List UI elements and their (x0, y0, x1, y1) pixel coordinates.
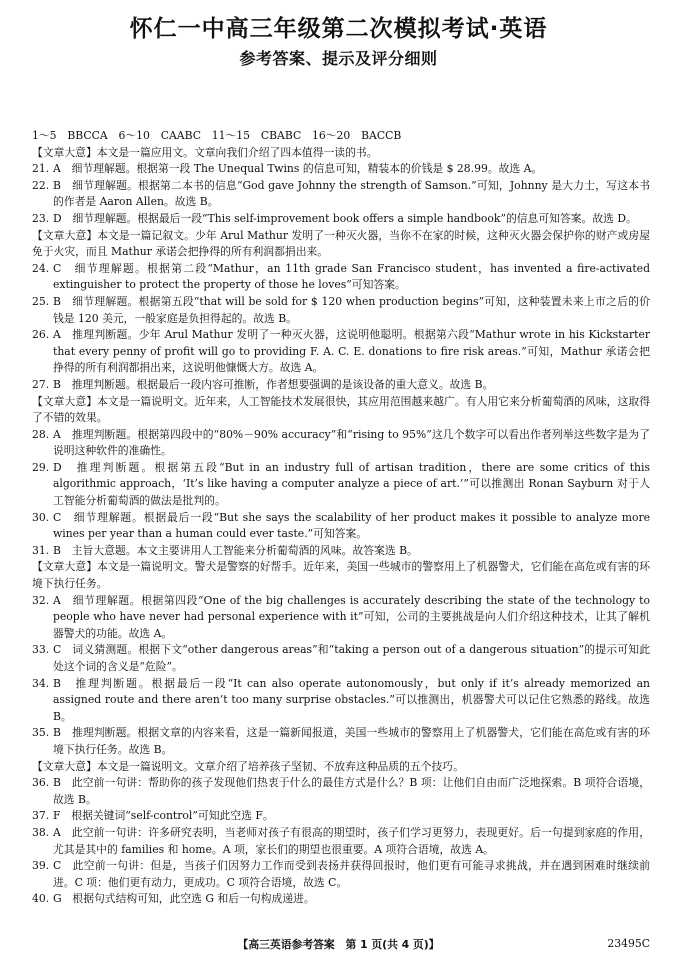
paper-code: 23495C (607, 937, 650, 950)
question-number: 29. (32, 460, 50, 474)
question-number: 27. (32, 377, 50, 391)
question-explanation (32, 676, 650, 726)
question-number: 36. (32, 776, 50, 790)
question-explanation (32, 858, 650, 891)
answer-content (32, 128, 650, 908)
question-explanation (32, 261, 650, 294)
question-number: 28. (32, 427, 50, 441)
explanation-text: C 细节理解题。根据第二段“Mathur，an 11th grade San Francisco student，has invented a fire-activated extinguisher to protect the property of those he loves”可知答案。 (53, 261, 650, 292)
explanation-text: B 推理判断题。根据文章的内容来看，这是一篇新闻报道，美国一些城市的警察用上了机器警犬，它们能在高危或有害的环境下执行任务。故选 B。 (53, 726, 650, 756)
explanation-text: A 推理判断题。根据第四段中的“80%－90% accuracy”和“rising to 95%”这几个数字可以看出作者列举这些数字是为了说明这种软件的准确性。 (53, 427, 650, 458)
question-explanation (32, 775, 650, 808)
question-explanation (32, 211, 650, 228)
explanation-text: C 此空前一句讲：但是，当孩子们因努力工作而受到表扬并获得回报时，他们更有可能寻求挑战，并在遇到困难时继续前进。C 项：他们更有动力，更成功。C 项符合语境，故选 C。 (53, 859, 650, 889)
explanation-text: C 细节理解题。根据最后一段“But she says the scalability of her product makes it possible to analyze more wines per year than a human could ever taste.”可知答案。 (53, 510, 650, 541)
explanation-text: A 细节理解题。根据第四段“One of the big challenges is accurately describing the state of the technology to people who have never had personal experience with it”可知，公司的主要挑战是向人们介绍这种技术，让其了解机器警犬的功能。故选 A。 (53, 593, 650, 640)
question-number: 30. (32, 510, 50, 524)
explanation-text: D 推理判断题。根据第五段“But in an industry full of artisan tradition，there are some critics of this algorithmic approach，‘It’s like having a computer analyze a piece of art.’”可以推测出 Ronan Sayburn 对于人工智能分析葡萄酒的做法是批判的。 (53, 460, 650, 508)
answer-key-line: 1～5 BBCCA 6～10 CAABC 11～15 CBABC 16～20 BACCB (32, 129, 402, 142)
question-number: 39. (32, 859, 50, 873)
question-explanation (32, 327, 650, 377)
question-explanation (32, 593, 650, 643)
question-explanation (32, 825, 650, 858)
explanation-text: B 推理判断题。根据最后一段“It can also operate autonomously，but only if it’s already memorized an assigned route and there aren’t too many surprise obstacles.”可以推测出，机器警犬可以记住它熟悉的路线。故选 B。 (53, 676, 650, 723)
question-explanation (32, 427, 650, 460)
question-explanation (32, 178, 650, 211)
question-number: 34. (32, 676, 50, 690)
page-title: 怀仁一中高三年级第二次模拟考试·英语 (129, 16, 548, 42)
question-number: 33. (32, 643, 50, 657)
question-explanation (32, 510, 650, 543)
question-explanation (32, 642, 650, 675)
question-explanation (32, 808, 650, 825)
question-number: 40. (32, 892, 50, 906)
passage-summary: 【文章大意】本文是一篇应用文。文章向我们介绍了四本值得一读的书。 (32, 145, 378, 159)
explanation-text: D 细节理解题。根据最后一段“This self-improvement book offers a simple handbook”的信息可知答案。故选 D。 (53, 211, 637, 225)
passage-summary: 【文章大意】本文是一篇说明文。警犬是警察的好帮手。近年来，美国一些城市的警察用上了机器警犬，它们能在高危或有害的环境下执行任务。 (32, 560, 650, 591)
explanation-text: C 词义猜测题。根据下文“other dangerous areas”和“taking a person out of a dangerous situation”的提示可知此处这个词的含义是“危险”。 (53, 643, 650, 673)
question-explanation (32, 543, 650, 560)
explanation-text: A 此空前一句讲：许多研究表明，当老师对孩子有很高的期望时，孩子们学习更努力，表现更好。后一句提到家庭的作用，尤其是其中的 families 和 home。A 项，家长们的期望也很重要。A 项符合语境，故选 A。 (53, 825, 650, 856)
question-explanation (32, 161, 650, 178)
question-number: 22. (32, 178, 50, 192)
passage-summary: 【文章大意】本文是一篇说明文。文章介绍了培养孩子坚韧、不放弃这种品质的五个技巧。 (32, 759, 464, 773)
question-number: 38. (32, 825, 50, 839)
question-number: 21. (32, 162, 50, 176)
question-number: 32. (32, 593, 50, 607)
question-number: 31. (32, 543, 50, 557)
explanation-text: A 细节理解题。根据第一段 The Unequal Twins 的信息可知，精装本的价钱是 $ 28.99。故选 A。 (53, 162, 543, 176)
explanation-text: A 推理判断题。少年 Arul Mathur 发明了一种灭火器，这说明他聪明。根据第六段“Mathur wrote in his Kickstarter that every penny of profit will go to providing F. A. C. E. donations to fire risk areas.”可知，Mathur 承诺会把挣得的所有利润都捐出来，这说明他慷慨大方。故选 A。 (53, 328, 650, 375)
question-number: 26. (32, 328, 50, 342)
question-number: 25. (32, 294, 50, 308)
question-explanation (32, 294, 650, 327)
question-number: 23. (32, 211, 50, 225)
explanation-text: B 此空前一句讲：帮助你的孩子发现他们热衷于什么的最佳方式是什么？B 项：让他们自由而广泛地探索。B 项符合语境，故选 B。 (53, 776, 650, 806)
explanation-text: B 主旨大意题。本文主要讲用人工智能来分析葡萄酒的风味。故答案选 B。 (53, 543, 418, 557)
explanation-text: F 根据关键词“self-control”可知此空选 F。 (53, 809, 274, 823)
explanation-text: B 推理判断题。根据最后一段内容可推断，作者想要强调的是该设备的重大意义。故选 B。 (53, 377, 494, 391)
question-explanation (32, 460, 650, 510)
passage-summary: 【文章大意】本文是一篇说明文。近年来，人工智能技术发展很快，其应用范围越来越广。有人用它来分析葡萄酒的风味，这取得了不错的效果。 (32, 394, 650, 425)
explanation-list (32, 145, 650, 908)
page-subtitle: 参考答案、提示及评分细则 (239, 49, 438, 68)
question-explanation (32, 725, 650, 758)
question-number: 35. (32, 726, 50, 740)
question-explanation (32, 891, 650, 908)
explanation-text: G 根据句式结构可知，此空选 G 和后一句构成递进。 (53, 892, 315, 906)
question-explanation (32, 377, 650, 394)
question-number: 24. (32, 261, 50, 275)
page-footer: 【高三英语参考答案 第 1 页(共 4 页)】 (237, 938, 440, 951)
passage-summary: 【文章大意】本文是一篇记叙文。少年 Arul Mathur 发明了一种灭火器，当你不在家的时候，这种灭火器会保护你的财产或房屋免于火灾，而且 Mathur 承诺会把挣得的所有利润都捐出来。 (32, 228, 650, 259)
explanation-text: B 细节理解题。根据第二本书的信息“God gave Johnny the strength of Samson.”可知，Johnny 是大力士，写这本书的作者是 Aaron Allen。故选 B。 (53, 178, 650, 209)
question-number: 37. (32, 809, 50, 823)
explanation-text: B 细节理解题。根据第五段“that will be sold for $ 120 when production begins”可知，这种装置未来上市之后的价钱是 120 美元，一般家庭是负担得起的。故选 B。 (53, 294, 650, 325)
